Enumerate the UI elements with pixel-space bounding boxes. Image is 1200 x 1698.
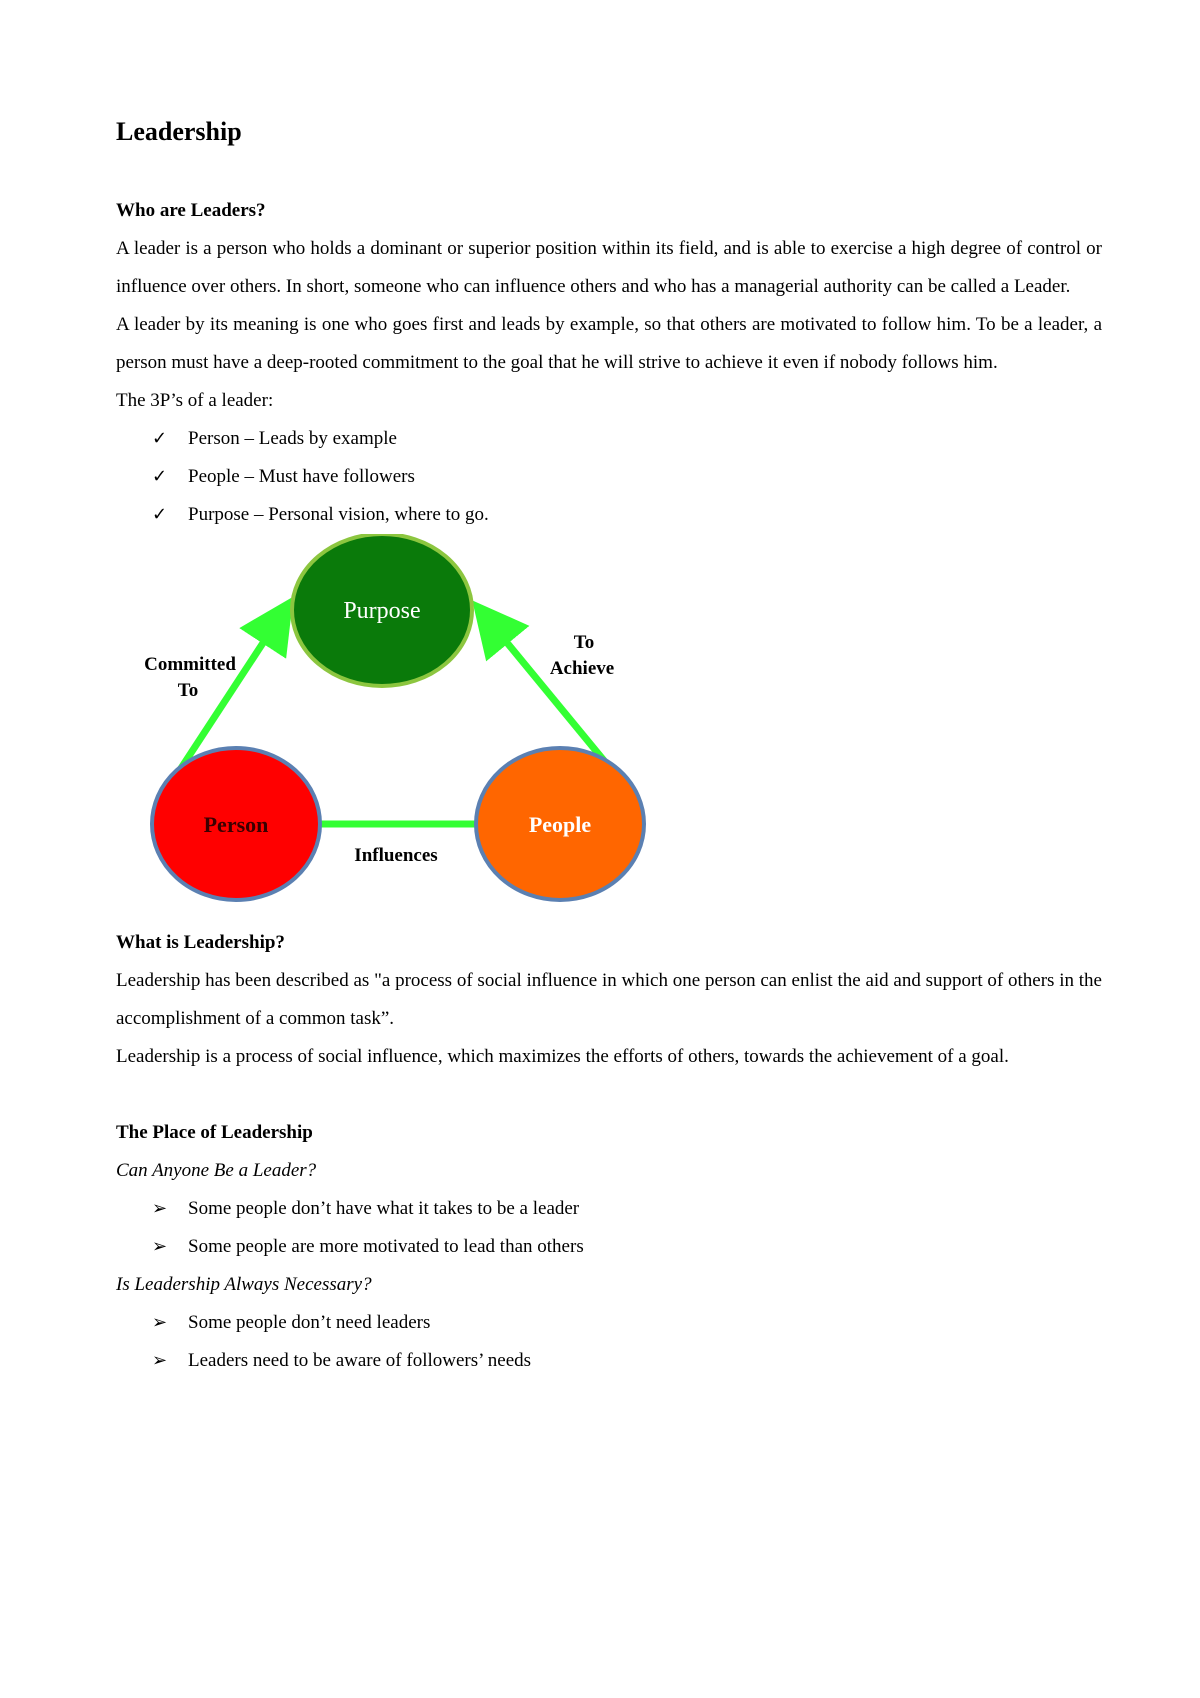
paragraph: Leadership has been described as "a process of social influence in which one person can enlist the aid and support of others in the accomplishment of a common task”. [116, 970, 1102, 1029]
section-heading-who-are-leaders: Who are Leaders? [116, 200, 266, 221]
arrow-bullet-icon: ➢ [152, 1236, 168, 1257]
purpose-label: Purpose [343, 598, 421, 624]
achieve-label-line1: To [573, 632, 595, 653]
three-p-list [116, 420, 1102, 534]
list-item: ✓ Person – Leads by example [152, 420, 1102, 458]
paragraph: Leadership is a process of social influence, which maximizes the efforts of others, towards the achievement of a goal. [116, 1046, 1009, 1067]
leadership-necessary-list [116, 1304, 1102, 1380]
check-icon: ✓ [152, 428, 168, 449]
subheading-leadership-necessary: Is Leadership Always Necessary? [116, 1274, 372, 1295]
person-label: Person [203, 812, 269, 837]
check-icon: ✓ [152, 466, 168, 487]
anyone-leader-list [116, 1190, 1102, 1266]
document-content [116, 112, 1102, 1380]
three-p-diagram [116, 534, 1102, 924]
committed-label-line2: To [177, 680, 199, 701]
influences-label: Influences [354, 845, 438, 866]
list-item: ✓ People – Must have followers [152, 458, 1102, 496]
page-title: Leadership [116, 117, 242, 146]
arrow-bullet-icon: ➢ [152, 1198, 168, 1219]
paragraph: A leader is a person who holds a dominant or superior position within its field, and is able to exercise a high degree of control or influence over others. In short, someone who can influence others and who has a managerial authority can be called a Leader. [116, 238, 1102, 297]
list-item: ➢ Leaders need to be aware of followers’ needs [152, 1342, 1102, 1380]
list-item: ✓ Purpose – Personal vision, where to go. [152, 496, 1102, 534]
arrow-bullet-icon: ➢ [152, 1350, 168, 1371]
list-item: ➢ Some people don’t need leaders [152, 1304, 1102, 1342]
arrow-bullet-icon: ➢ [152, 1312, 168, 1333]
section-heading-what-is-leadership: What is Leadership? [116, 932, 285, 953]
list-item: ➢ Some people don’t have what it takes to be a leader [152, 1190, 1102, 1228]
check-icon: ✓ [152, 504, 168, 525]
diagram-canvas [116, 534, 1102, 924]
achieve-label-line2: Achieve [549, 658, 615, 679]
section-heading-place-of-leadership: The Place of Leadership [116, 1122, 313, 1143]
paragraph: A leader by its meaning is one who goes first and leads by example, so that others are motivated to follow him. To be a leader, a person must have a deep-rooted commitment to the goal that he will strive to achieve it even if nobody follows him. [116, 314, 1102, 373]
subheading-anyone-leader: Can Anyone Be a Leader? [116, 1160, 317, 1181]
people-label: People [528, 812, 592, 837]
committed-label-line1: Committed [144, 654, 236, 675]
list-item: ➢ Some people are more motivated to lead than others [152, 1228, 1102, 1266]
list-intro: The 3P’s of a leader: [116, 390, 274, 411]
